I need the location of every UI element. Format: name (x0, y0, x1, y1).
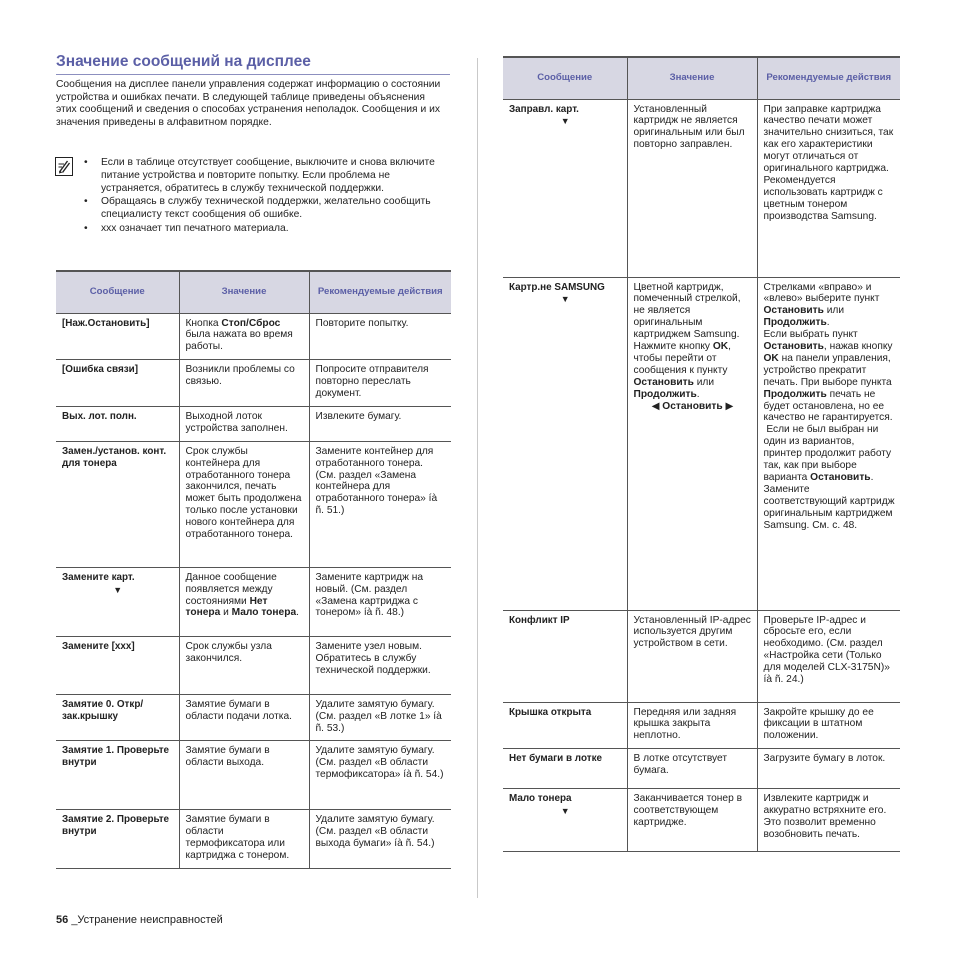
message-cell (56, 741, 179, 810)
messages-table-left (56, 270, 451, 869)
note-item: • Обращаясь в службу технической поддержки, желательно сообщить специалисту текст сообщения об ошибке. (82, 196, 452, 222)
message-cell (503, 749, 627, 789)
notes-list (82, 157, 452, 237)
message-text: Картр.не SAMSUNG (509, 281, 605, 293)
col-header-meaning: Значение (179, 271, 309, 313)
section-name: _Устранение неисправностей (71, 914, 223, 926)
meaning-text: Кнопка Стоп/Сброс была нажата во время работы. (185, 317, 293, 353)
action-cell: Удалите замятую бумагу. (См. раздел «В области термофиксатора» íà ñ. 54.) (309, 741, 451, 810)
page-title: Значение сообщений на дисплее (56, 52, 450, 75)
stop-option-display: ◀ Остановить ▶ (651, 400, 734, 412)
down-arrow-icon: ▼ (560, 116, 570, 127)
table-row (56, 360, 451, 407)
meaning-text: Срок службы узла закончился. (185, 640, 272, 664)
down-arrow-icon: ▼ (560, 294, 570, 305)
action-cell: Извлеките бумагу. (309, 406, 451, 441)
col-header-action: Рекомендуемые действия (309, 271, 451, 313)
meaning-cell (179, 810, 309, 869)
note-item: • Если в таблице отсутствует сообщение, выключите и снова включите питание устройства и повторите попытку. Если проблема не устраняется, обратитесь в службу технической поддержки. (82, 157, 452, 195)
down-arrow-icon: ▼ (560, 806, 570, 817)
meaning-text: Замятие бумаги в области выхода. (185, 745, 270, 769)
message-text: Нет бумаги в лотке (509, 753, 603, 765)
left-table-body (56, 313, 451, 869)
action-cell: Повторите попытку. (309, 313, 451, 360)
message-text: Мало тонера (509, 793, 572, 805)
message-cell (56, 406, 179, 441)
meaning-cell (179, 694, 309, 741)
action-cell: Замените контейнер для отработанного тонера. (См. раздел «Замена контейнера для отработанного тонера» íà ñ. 51.) (309, 441, 451, 567)
action-cell: Удалите замятую бумагу. (См. раздел «В области выхода бумаги» íà ñ. 54.) (309, 810, 451, 869)
message-cell (56, 567, 179, 636)
table-row (503, 610, 900, 702)
message-cell (56, 694, 179, 741)
message-text: Замените карт. (62, 571, 135, 583)
col-header-message: Сообщение (56, 271, 179, 313)
action-cell: Удалите замятую бумагу. (См. раздел «В лотке 1» íà ñ. 53.) (309, 694, 451, 741)
meaning-text: Цветной картридж, помеченный стрелкой, не является оригинальным картриджем Samsung. Нажмите кнопку OK, чтобы перейти от сообщения к пункту Остановить или Продолжить. (633, 281, 741, 400)
page-number: 56 (56, 914, 69, 926)
message-cell (56, 441, 179, 567)
meaning-text: Выходной лоток устройства заполнен. (185, 410, 288, 434)
note-pencil-icon (55, 157, 73, 176)
meaning-cell (179, 360, 309, 407)
meaning-cell (179, 741, 309, 810)
message-cell (56, 810, 179, 869)
message-cell (503, 277, 627, 610)
action-cell: При заправке картриджа качество печати может значительно снизиться, так как его характеристики могут отличаться от оригинального картриджа. Рекомендуется использовать картридж с цветным тонером производства Samsung. (757, 99, 900, 277)
page-footer (56, 914, 223, 926)
table-row (56, 441, 451, 567)
table-row (56, 567, 451, 636)
table-row (503, 277, 900, 610)
table-row (56, 694, 451, 741)
meaning-cell (179, 636, 309, 694)
message-text: Крышка открыта (509, 706, 592, 718)
messages-table-right (503, 56, 900, 852)
col-header-meaning: Значение (627, 57, 757, 99)
meaning-text: Данное сообщение появляется между состояниями Нет тонера и Мало тонера. (185, 571, 299, 619)
meaning-text: В лотке отсутствует бумага. (633, 753, 728, 777)
message-cell (503, 789, 627, 852)
col-header-action: Рекомендуемые действия (757, 57, 900, 99)
meaning-text: Установленный картридж не является оригинальным или был повторно заправлен. (633, 103, 745, 151)
meaning-text: Срок службы контейнера для отработанного тонера закончился, печать может быть продолжена только после установки нового контейнера для отработанного тонера. (185, 445, 302, 541)
message-cell (503, 99, 627, 277)
right-table-body (503, 99, 900, 852)
meaning-text: Замятие бумаги в области термофиксатора или картриджа с тонером. (185, 814, 290, 862)
message-text: Замените [xxx] (62, 640, 135, 652)
message-text: Замен./установ. конт. для тонера (62, 445, 167, 469)
table-row (503, 749, 900, 789)
table-row (56, 636, 451, 694)
message-text: Замятие 2. Проверьте внутри (62, 814, 170, 838)
table-row (56, 741, 451, 810)
meaning-text: Замятие бумаги в области подачи лотка. (185, 698, 292, 722)
meaning-cell (627, 702, 757, 749)
meaning-cell (179, 313, 309, 360)
table-row (56, 406, 451, 441)
column-divider (477, 58, 478, 898)
table-row (503, 789, 900, 852)
message-text: Заправл. карт. (509, 103, 579, 115)
table-row (503, 702, 900, 749)
message-cell (56, 313, 179, 360)
meaning-cell (179, 441, 309, 567)
action-cell: Стрелками «вправо» и «влево» выберите пункт Остановить или Продолжить. Если выбрать пункт Остановить, нажав кнопку OK на панели управления, устройство прекратит печать. При выборе пункта Продолжить печать не будет остановлена, но ее качество не гарантируется. Если не был выбран ни один из вариантов, принтер продолжит работу так, как при выборе варианта Остановить. Замените соответствующий картридж оригинальным картриджем Samsung. См. с. 48. (757, 277, 900, 610)
meaning-cell (179, 567, 309, 636)
message-cell (56, 636, 179, 694)
action-cell: Замените узел новым. Обратитесь в службу технической поддержки. (309, 636, 451, 694)
meaning-cell (627, 749, 757, 789)
down-arrow-icon: ▼ (113, 584, 123, 595)
meaning-cell (627, 99, 757, 277)
meaning-text: Заканчивается тонер в соответствующем картридже. (633, 793, 742, 829)
table-row (56, 810, 451, 869)
message-text: Конфликт IP (509, 614, 570, 626)
action-cell: Извлеките картридж и аккуратно встряхните его. Это позволит временно возобновить печать. (757, 789, 900, 852)
message-cell (503, 610, 627, 702)
meaning-text: Возникли проблемы со связью. (185, 364, 295, 388)
message-cell (503, 702, 627, 749)
action-cell: Загрузите бумагу в лоток. (757, 749, 900, 789)
message-text: Замятие 1. Проверьте внутри (62, 745, 170, 769)
message-cell (56, 360, 179, 407)
table-row (56, 313, 451, 360)
message-text: Замятие 0. Откр/зак.крышку (62, 698, 144, 722)
action-cell: Попросите отправителя повторно переслать документ. (309, 360, 451, 407)
note-item: • xxx означает тип печатного материала. (82, 223, 452, 236)
table-row (503, 99, 900, 277)
col-header-message: Сообщение (503, 57, 627, 99)
meaning-text: Установленный IP-адрес используется другим устройством в сети. (633, 614, 751, 650)
meaning-cell (179, 406, 309, 441)
action-cell: Закройте крышку до ее фиксации в штатном положении. (757, 702, 900, 749)
action-cell: Проверьте IP-адрес и сбросьте его, если необходимо. (См. раздел «Настройка сети (Только для моделей CLX-3175N)» íà ñ. 24.) (757, 610, 900, 702)
message-text: [Ошибка связи] (62, 364, 139, 376)
meaning-text: Передняя или задняя крышка закрыта неплотно. (633, 706, 737, 742)
meaning-cell (627, 610, 757, 702)
meaning-cell (627, 277, 757, 610)
message-text: Вых. лот. полн. (62, 410, 137, 422)
meaning-cell (627, 789, 757, 852)
message-text: [Наж.Остановить] (62, 317, 150, 329)
action-cell: Замените картридж на новый. (См. раздел «Замена картриджа с тонером» íà ñ. 48.) (309, 567, 451, 636)
intro-paragraph: Сообщения на дисплее панели управления содержат информацию о состоянии устройства и ошибках печати. В следующей таблице приведены объяснения этих сообщений и сведения о способах устранения неполадок. Сообщения и их значения приведены в алфавитном порядке. (56, 79, 441, 128)
